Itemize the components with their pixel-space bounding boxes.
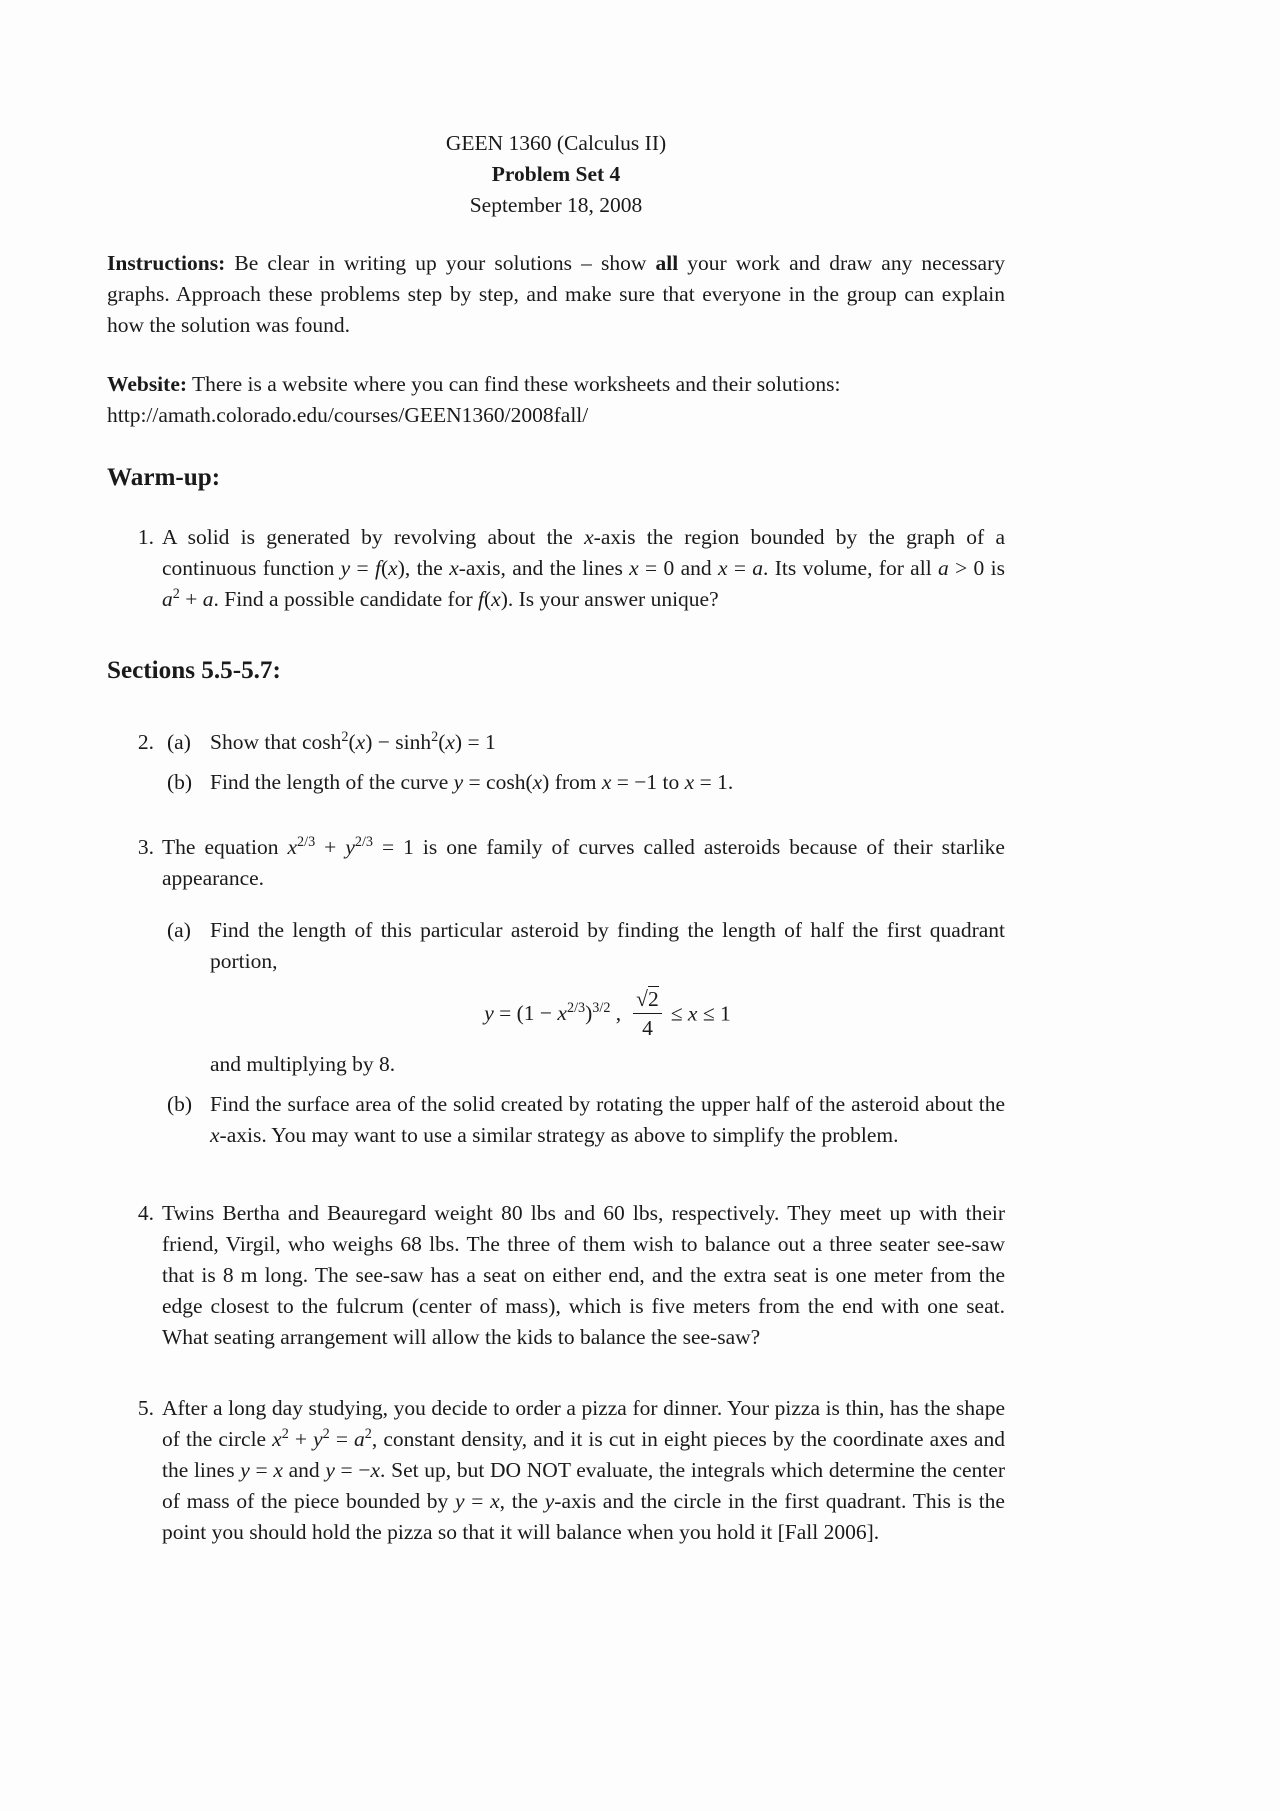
problem-4-number: 4. [137,1201,154,1225]
fraction-numerator [633,986,662,1014]
asteroid-equation [210,988,1005,1043]
equation-right: ≤ x ≤ 1 [670,1001,731,1026]
problem-5 [107,1393,1005,1548]
warmup-heading: Warm-up: [107,464,221,491]
problem-2 [107,727,1005,798]
document-header [107,128,1005,221]
document-date: September 18, 2008 [469,193,643,217]
equation-left: $y = (1 - x^{2/3})^{3/2}$ , [484,1000,622,1026]
course-title: GEEN 1360 (Calculus II) [445,131,667,155]
problem-3b-body: Find the surface area of the solid created by rotating the upper half of the asteroid about the x-axis. You may want to use a similar strategy as above to simplify the problem. [210,1092,1005,1147]
problem-3a-label: (a) [167,918,191,942]
problem-2a-label: (a) [167,730,191,754]
document-page [107,0,1005,1548]
website-url: http://amath.colorado.edu/courses/GEEN1360/2008fall/ [107,403,589,427]
fraction-denominator: 4 [642,1016,653,1040]
sections-heading: Sections 5.5-5.7: [107,657,281,684]
sqrt-radical-symbol: √ [636,987,648,1011]
problem-5-number: 5. [137,1396,154,1420]
problem-3a-body: Find the length of this particular asteroid by finding the length of half the first quadrant portion, [210,918,1005,973]
problem-4-body: Twins Bertha and Beauregard weight 80 lbs and 60 lbs, respectively. They meet up with their friend, Virgil, who weighs 68 lbs. The three of them wish to balance out a three seater see-saw that is 8 m long. The see-saw has a seat on either end, and the extra seat is one meter from the edge closest to the fulcrum (center of mass), which is five meters from the end with one seat. What seating arrangement will allow the kids to balance the see-saw? [162,1201,1005,1349]
instructions-label: Instructions: [107,251,226,275]
problem-2b-label: (b) [167,770,193,794]
sqrt-radicand: 2 [647,987,659,1011]
problem-3b [162,1089,1005,1151]
equation-fraction [633,986,662,1041]
website-body: There is a website where you can find these worksheets and their solutions: [192,372,841,396]
problem-1-body: A solid is generated by revolving about the x-axis the region bounded by the graph of a continuous function y = f(x), the x-axis, and the lines x = 0 and x = a. Its volume, for all a > 0 is $a^2 + a$. Find a possible candidate for f(x). Is your answer unique? [162,525,1006,611]
problem-1-number: 1. [137,525,154,549]
problem-3-number: 3. [137,835,154,859]
problem-4 [107,1198,1005,1353]
problem-1 [107,522,1005,615]
problem-2b [162,767,1005,798]
problem-3a-after: and multiplying by 8. [210,1052,396,1076]
problem-2a-body: Show that $\cosh^2(x) - \sinh^2(x) = 1$ [210,729,496,754]
instructions-paragraph [107,248,1005,341]
problem-2a [162,727,1005,758]
website-label: Website: [107,372,188,396]
problem-3 [107,832,1005,1151]
problem-set-title: Problem Set 4 [491,162,621,186]
problem-3b-label: (b) [167,1092,193,1116]
problem-2b-body: Find the length of the curve y = cosh(x) from x = −1 to x = 1. [210,770,734,794]
instructions-body: Be clear in writing up your solutions – show all your work and draw any necessary graphs. Approach these problems step by step, and make sure that everyone in the group can explain how the solution was found. [107,251,1006,337]
problem-3a [162,915,1005,1080]
problem-5-body: After a long day studying, you decide to order a pizza for dinner. Your pizza is thin, has the shape of the circle $x^2 + y^2 = a^2$, constant density, and it is cut in eight pieces by the coordinate axes and the lines y = x and y = −x. Set up, but DO NOT evaluate, the integrals which determine the center of mass of the piece bounded by y = x, the y-axis and the circle in the first quadrant. This is the point you should hold the pizza so that it will balance when you hold it [Fall 2006]. [162,1396,1005,1544]
problem-2-number: 2. [137,730,154,754]
problem-3-intro: The equation $x^{2/3} + y^{2/3} = 1$ is one family of curves called asteroids because of their starlike appearance. [162,834,1005,890]
website-paragraph [107,369,1005,431]
